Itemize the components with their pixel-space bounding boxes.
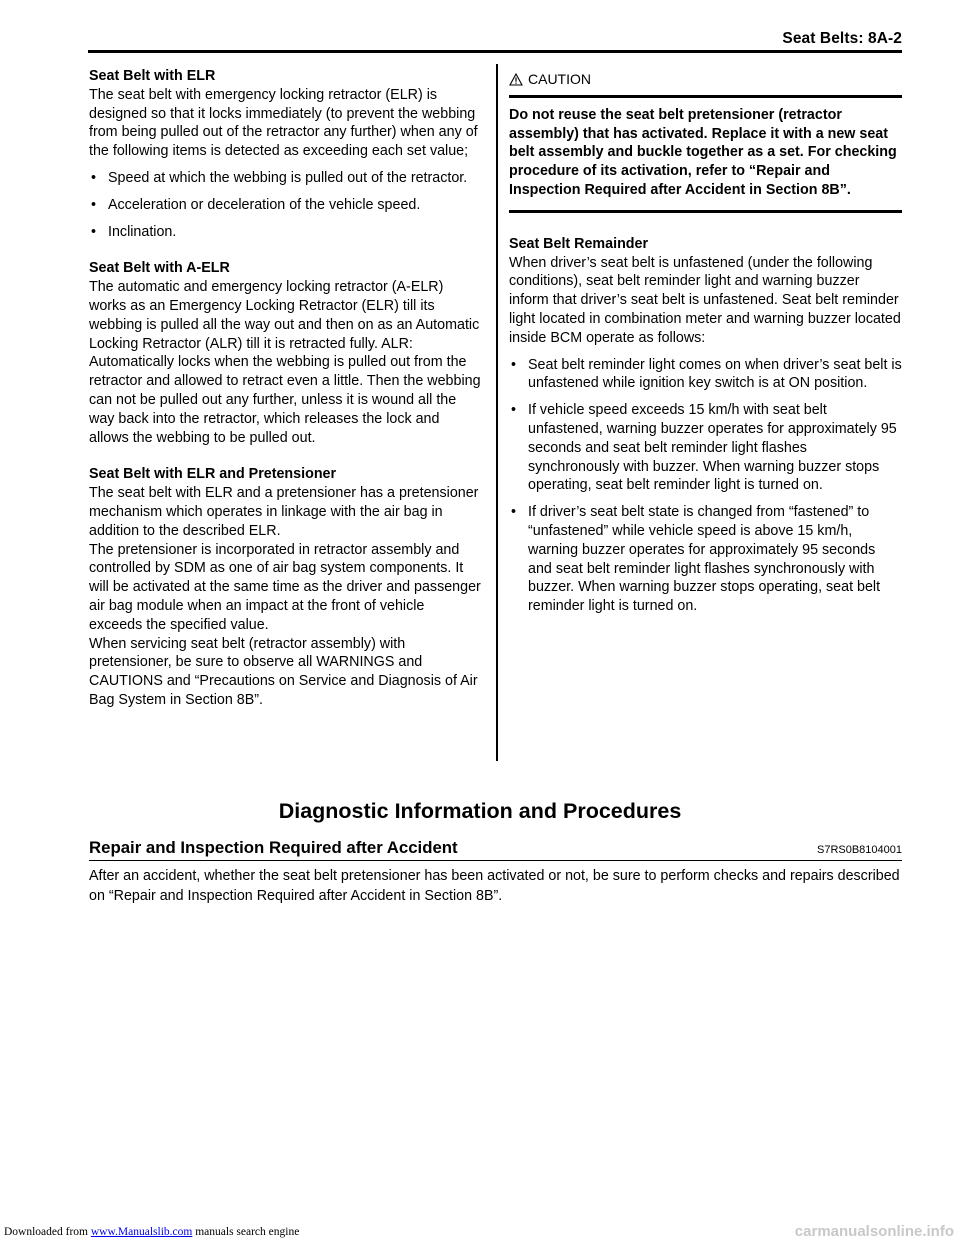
caution-rule-bottom: [509, 210, 902, 213]
section-body: The pretensioner is incorporated in retractor assembly and controlled by SDM as one of air bag system components. It will be activated at the same time as the driver and passenger air bag module when an impact at the front of vehicle exceeds the specified value.: [89, 541, 481, 633]
section-aelr: [89, 259, 481, 447]
list-item-text: Seat belt reminder light comes on when driver’s seat belt is unfastened while ignition key switch is at ON position.: [528, 356, 902, 392]
section-title: Seat Belt Remainder: [509, 235, 649, 252]
list-item-text: If vehicle speed exceeds 15 km/h with seat belt unfastened, warning buzzer operates for approximately 95 seconds and seat belt reminder light flashes synchronously with buzzer. When warning buzzer stops operating, seat belt reminder light is turned on.: [528, 402, 897, 494]
section-title: Seat Belt with A-ELR: [89, 260, 230, 277]
caution-label: CAUTION: [528, 71, 591, 87]
footer-link[interactable]: www.Manualslib.com: [90, 1226, 193, 1238]
section-pretensioner: [89, 465, 481, 709]
subheading: Repair and Inspection Required after Accident: [89, 838, 458, 857]
list-item: • If vehicle speed exceeds 15 km/h with seat belt unfastened, warning buzzer operates for approximately 95 seconds and seat belt reminder light flashes synchronously with buzzer. When warning buzzer stops operating, seat belt reminder light is turned on.: [511, 402, 897, 494]
list-item-text: Acceleration or deceleration of the vehicle speed.: [108, 196, 421, 213]
bullet-list: [89, 169, 481, 241]
list-item: • Acceleration or deceleration of the vehicle speed.: [91, 196, 421, 213]
section-title: Seat Belt with ELR: [89, 68, 216, 84]
column-divider: [496, 64, 498, 761]
footer-suffix: manuals search engine: [192, 1226, 300, 1238]
section-reminder: [509, 235, 902, 616]
caution-body: Do not reuse the seat belt pretensioner (retractor assembly) that has activated. Replace it with a new seat belt assembly and buckle together as a set. For checking procedure of its activation, refer to “Repair and Inspection Required after Accident in Section 8B”.: [509, 106, 897, 198]
section-title: Seat Belt with ELR and Pretensioner: [89, 466, 337, 483]
section-body: When driver’s seat belt is unfastened (under the following conditions), seat belt reminder light and warning buzzer inform that driver’s seat belt is unfastened. Seat belt reminder light located in combination meter and warning buzzer located inside BCM operate as follows:: [509, 254, 901, 346]
list-item-text: Inclination.: [108, 223, 177, 240]
page-header-title: Seat Belts: 8A-2: [782, 30, 902, 47]
list-item-text: Speed at which the webbing is pulled out of the retractor.: [108, 169, 468, 186]
watermark: carmanualsonline.info: [794, 1223, 954, 1240]
footer-prefix: Downloaded from: [4, 1226, 91, 1238]
section-body: When servicing seat belt (retractor assembly) with pretensioner, be sure to observe all WARNINGS and CAUTIONS and “Precautions on Service and Diagnosis of Air Bag System in Section 8B”.: [89, 635, 478, 708]
list-item: • Seat belt reminder light comes on when driver’s seat belt is unfastened while ignition key switch is at ON position.: [511, 356, 902, 392]
right-column: [509, 70, 902, 634]
section-code: S7RS0B8104001: [816, 844, 902, 856]
subheading-row: [89, 838, 902, 861]
section-body: The seat belt with emergency locking retractor (ELR) is designed so that it locks immediately (to prevent the webbing from being pulled out of the retractor any further) when any of the following items is detected as exceeding each set value;: [89, 86, 478, 160]
list-item: • Inclination.: [91, 223, 177, 240]
section-body: The automatic and emergency locking retractor (A-ELR) works as an Emergency Locking Retractor (ELR) till its webbing is pulled all the way out and then on as an Automatic Locking Retractor (ALR) till it is retracted fully. ALR: Automatically locks when the webbing is pulled out from the retractor and allowed to retract even a little. Then the webbing can not be pulled out any further, unless it is wound all the way back into the retractor, which releases the lock and allows the webbing to be pulled out.: [89, 279, 481, 446]
list-item: • Speed at which the webbing is pulled out of the retractor.: [91, 169, 468, 186]
bullet-list: [509, 356, 902, 616]
footer: [4, 1226, 299, 1238]
section-body: The seat belt with ELR and a pretensioner has a pretensioner mechanism which operates in linkage with the air bag in addition to the described ELR.: [89, 485, 479, 539]
diagnostic-body: After an accident, whether the seat belt pretensioner has been activated or not, be sure to perform checks and repairs described on “Repair and Inspection Required after Accident in Section 8B”.: [89, 868, 900, 904]
main-heading: Diagnostic Information and Procedures: [278, 799, 682, 823]
list-item: • If driver’s seat belt state is changed from “fastened” to “unfastened” while vehicle speed is above 15 km/h, warning buzzer operates for approximately 95 seconds and seat belt reminder light flashes synchronously with buzzer. When warning buzzer stops operating, seat belt reminder light is turned on.: [511, 504, 881, 615]
list-item-text: If driver’s seat belt state is changed from “fastened” to “unfastened” while vehicle speed is above 15 km/h, warning buzzer operates for approximately 95 seconds and seat belt reminder light flashes synchronously with buzzer. When warning buzzer stops operating, seat belt reminder light is turned on.: [528, 504, 881, 615]
caution-header: [509, 70, 902, 89]
section-elr: [89, 67, 481, 241]
left-column: [89, 67, 481, 728]
header-rule: [88, 50, 902, 53]
warning-triangle-icon: [509, 73, 523, 86]
